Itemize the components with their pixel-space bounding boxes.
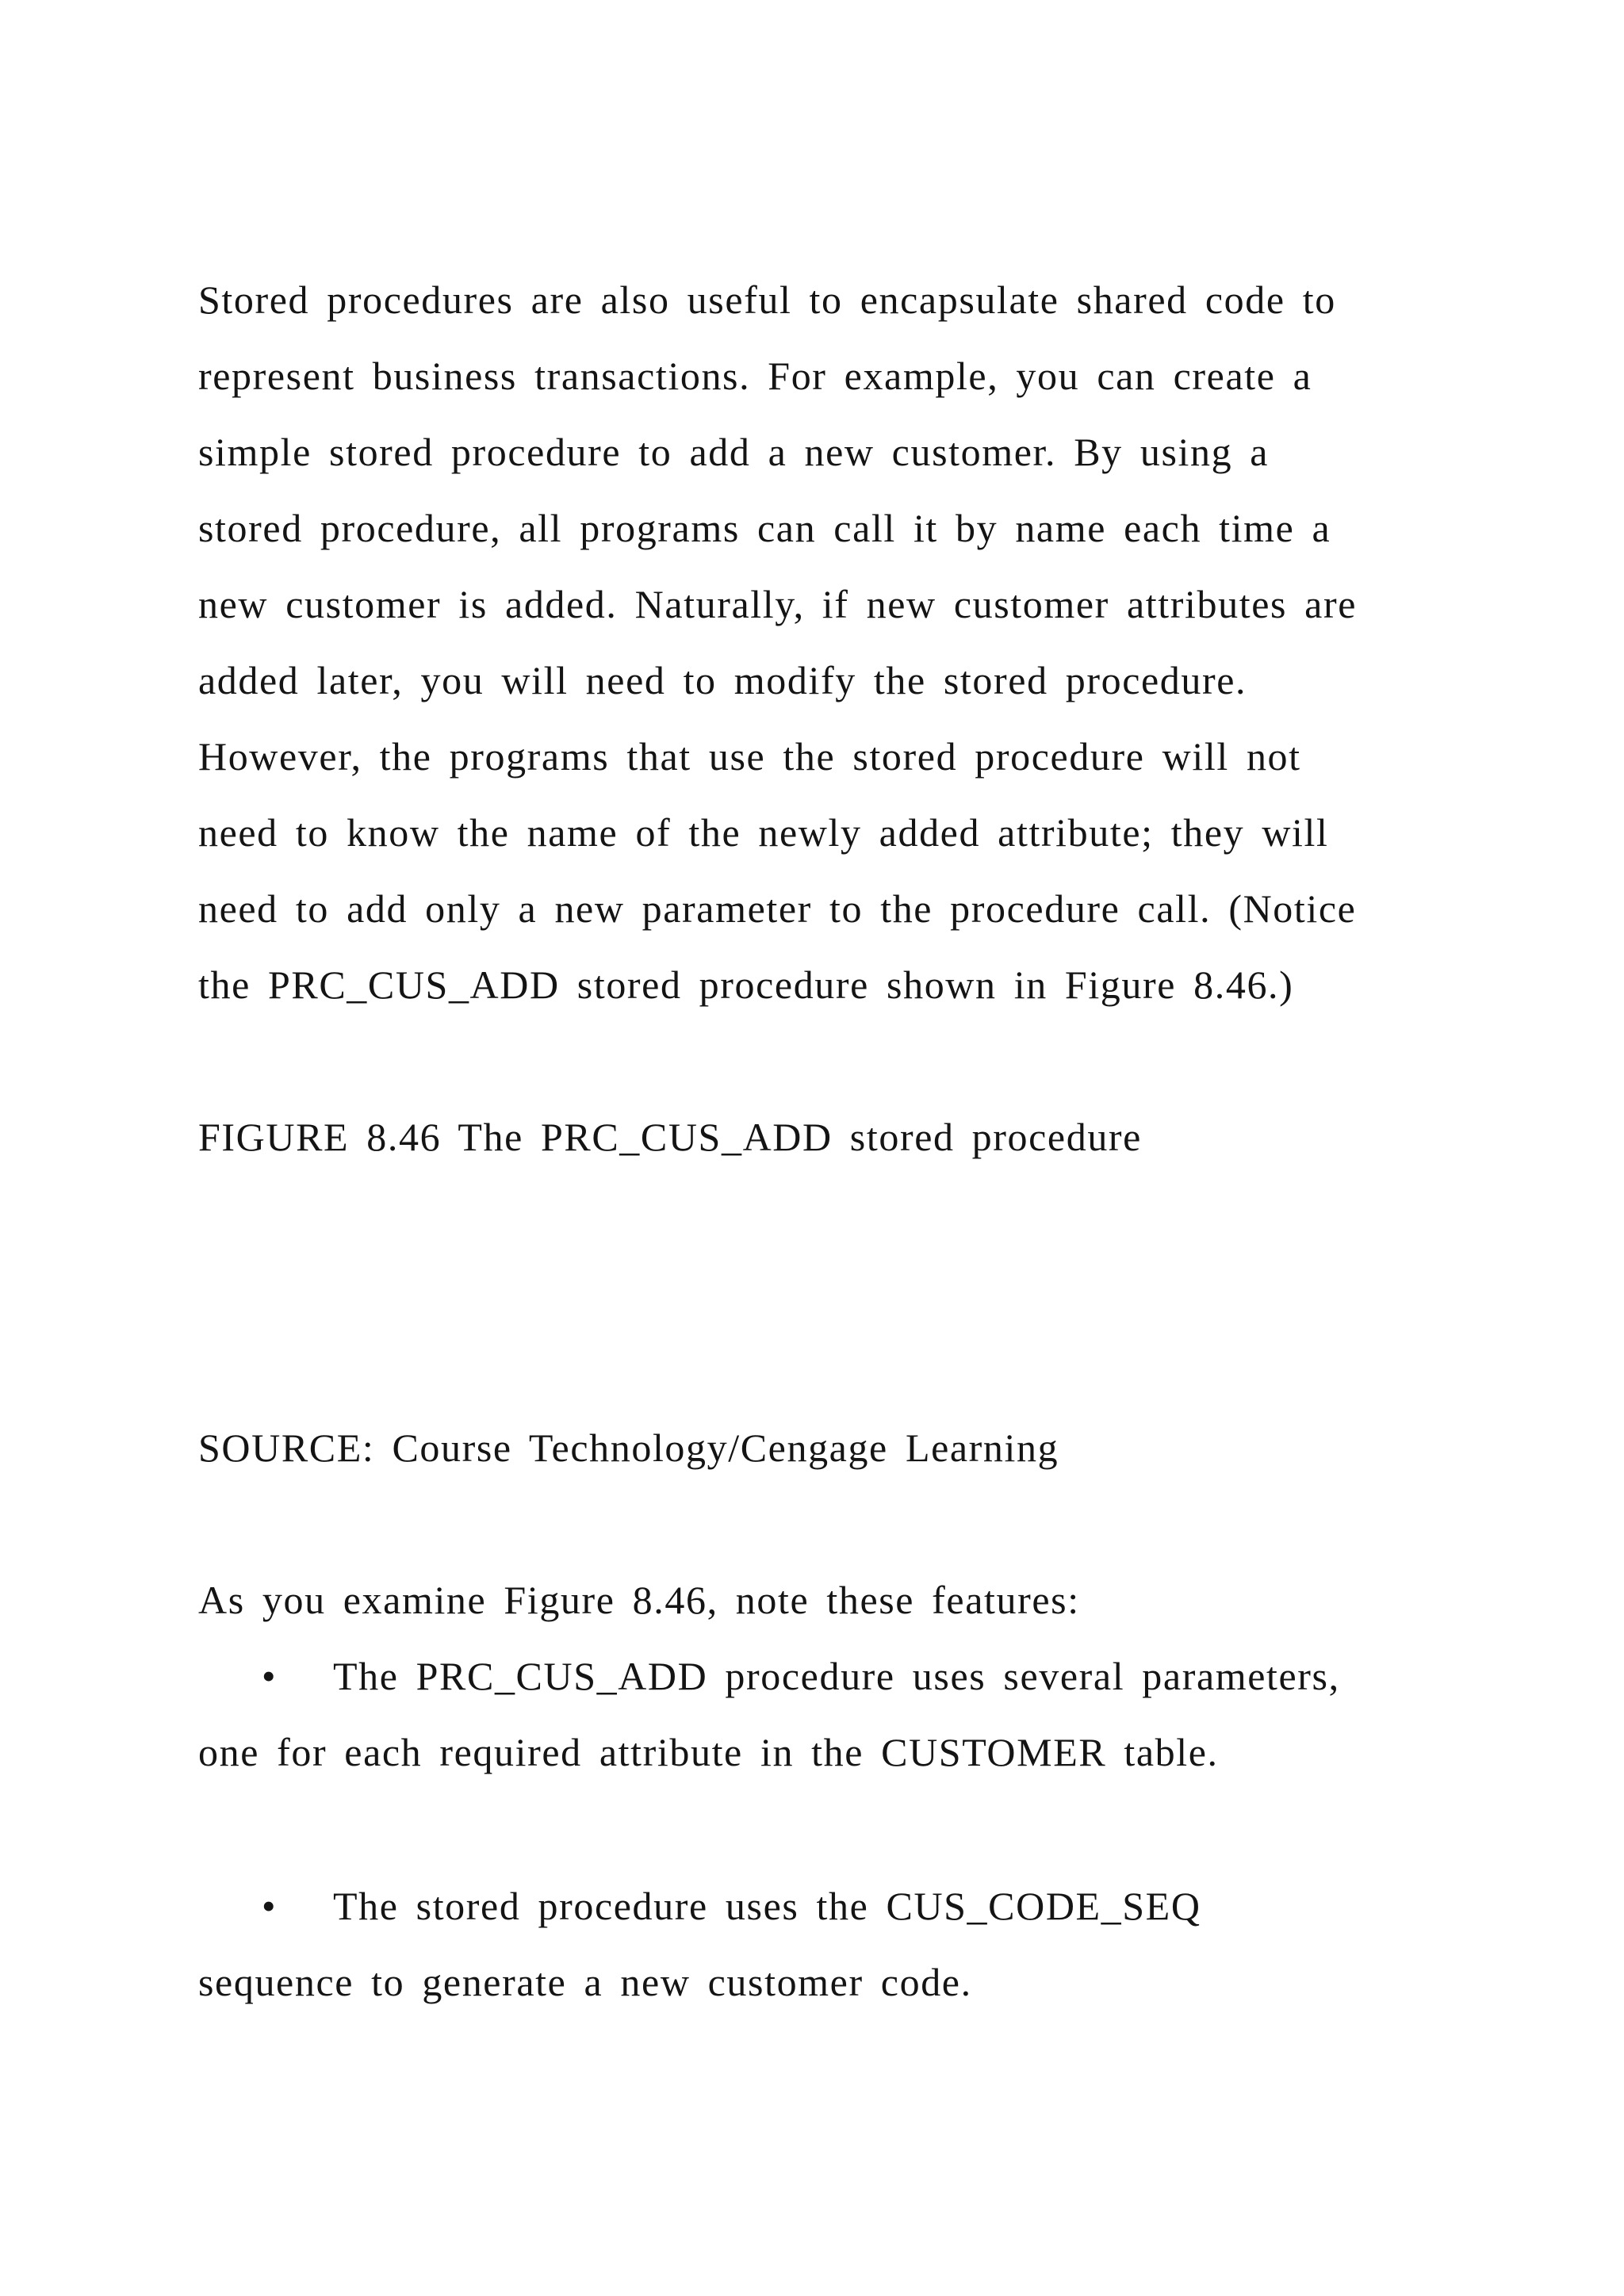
paragraph-line: stored procedure, all programs can call it by name each time a — [198, 506, 1331, 550]
paragraph-line: represent business transactions. For example, you can create a — [198, 354, 1312, 398]
paragraph-line: the PRC_CUS_ADD stored procedure shown in Figure 8.46.) — [198, 962, 1294, 1007]
paragraph-line: Stored procedures are also useful to encapsulate shared code to — [198, 277, 1336, 322]
paragraph-line: need to add only a new parameter to the procedure call. (Notice — [198, 886, 1357, 931]
bullet-text: The stored procedure uses the CUS_CODE_SEQ — [333, 1884, 1201, 1928]
figure-source: SOURCE: Course Technology/Cengage Learning — [198, 1425, 1059, 1470]
paragraph-line: need to know the name of the newly added attribute; they will — [198, 810, 1329, 855]
bullet-dot-icon: • — [262, 1654, 276, 1698]
paragraph-line: added later, you will need to modify the stored procedure. — [198, 658, 1247, 702]
bullet-text: The PRC_CUS_ADD procedure uses several parameters, — [333, 1654, 1340, 1698]
bullet-dot-icon: • — [262, 1884, 276, 1928]
figure-caption: FIGURE 8.46 The PRC_CUS_ADD stored procedure — [198, 1115, 1142, 1159]
paragraph-line: simple stored procedure to add a new customer. By using a — [198, 430, 1270, 474]
paragraph-line: new customer is added. Naturally, if new customer attributes are — [198, 582, 1357, 626]
paragraph-line: However, the programs that use the stored procedure will not — [198, 734, 1301, 779]
bullet-text-continued: one for each required attribute in the CUSTOMER table. — [198, 1730, 1219, 1774]
features-intro: As you examine Figure 8.46, note these features: — [198, 1578, 1080, 1622]
bullet-text-continued: sequence to generate a new customer code. — [198, 1960, 972, 2004]
